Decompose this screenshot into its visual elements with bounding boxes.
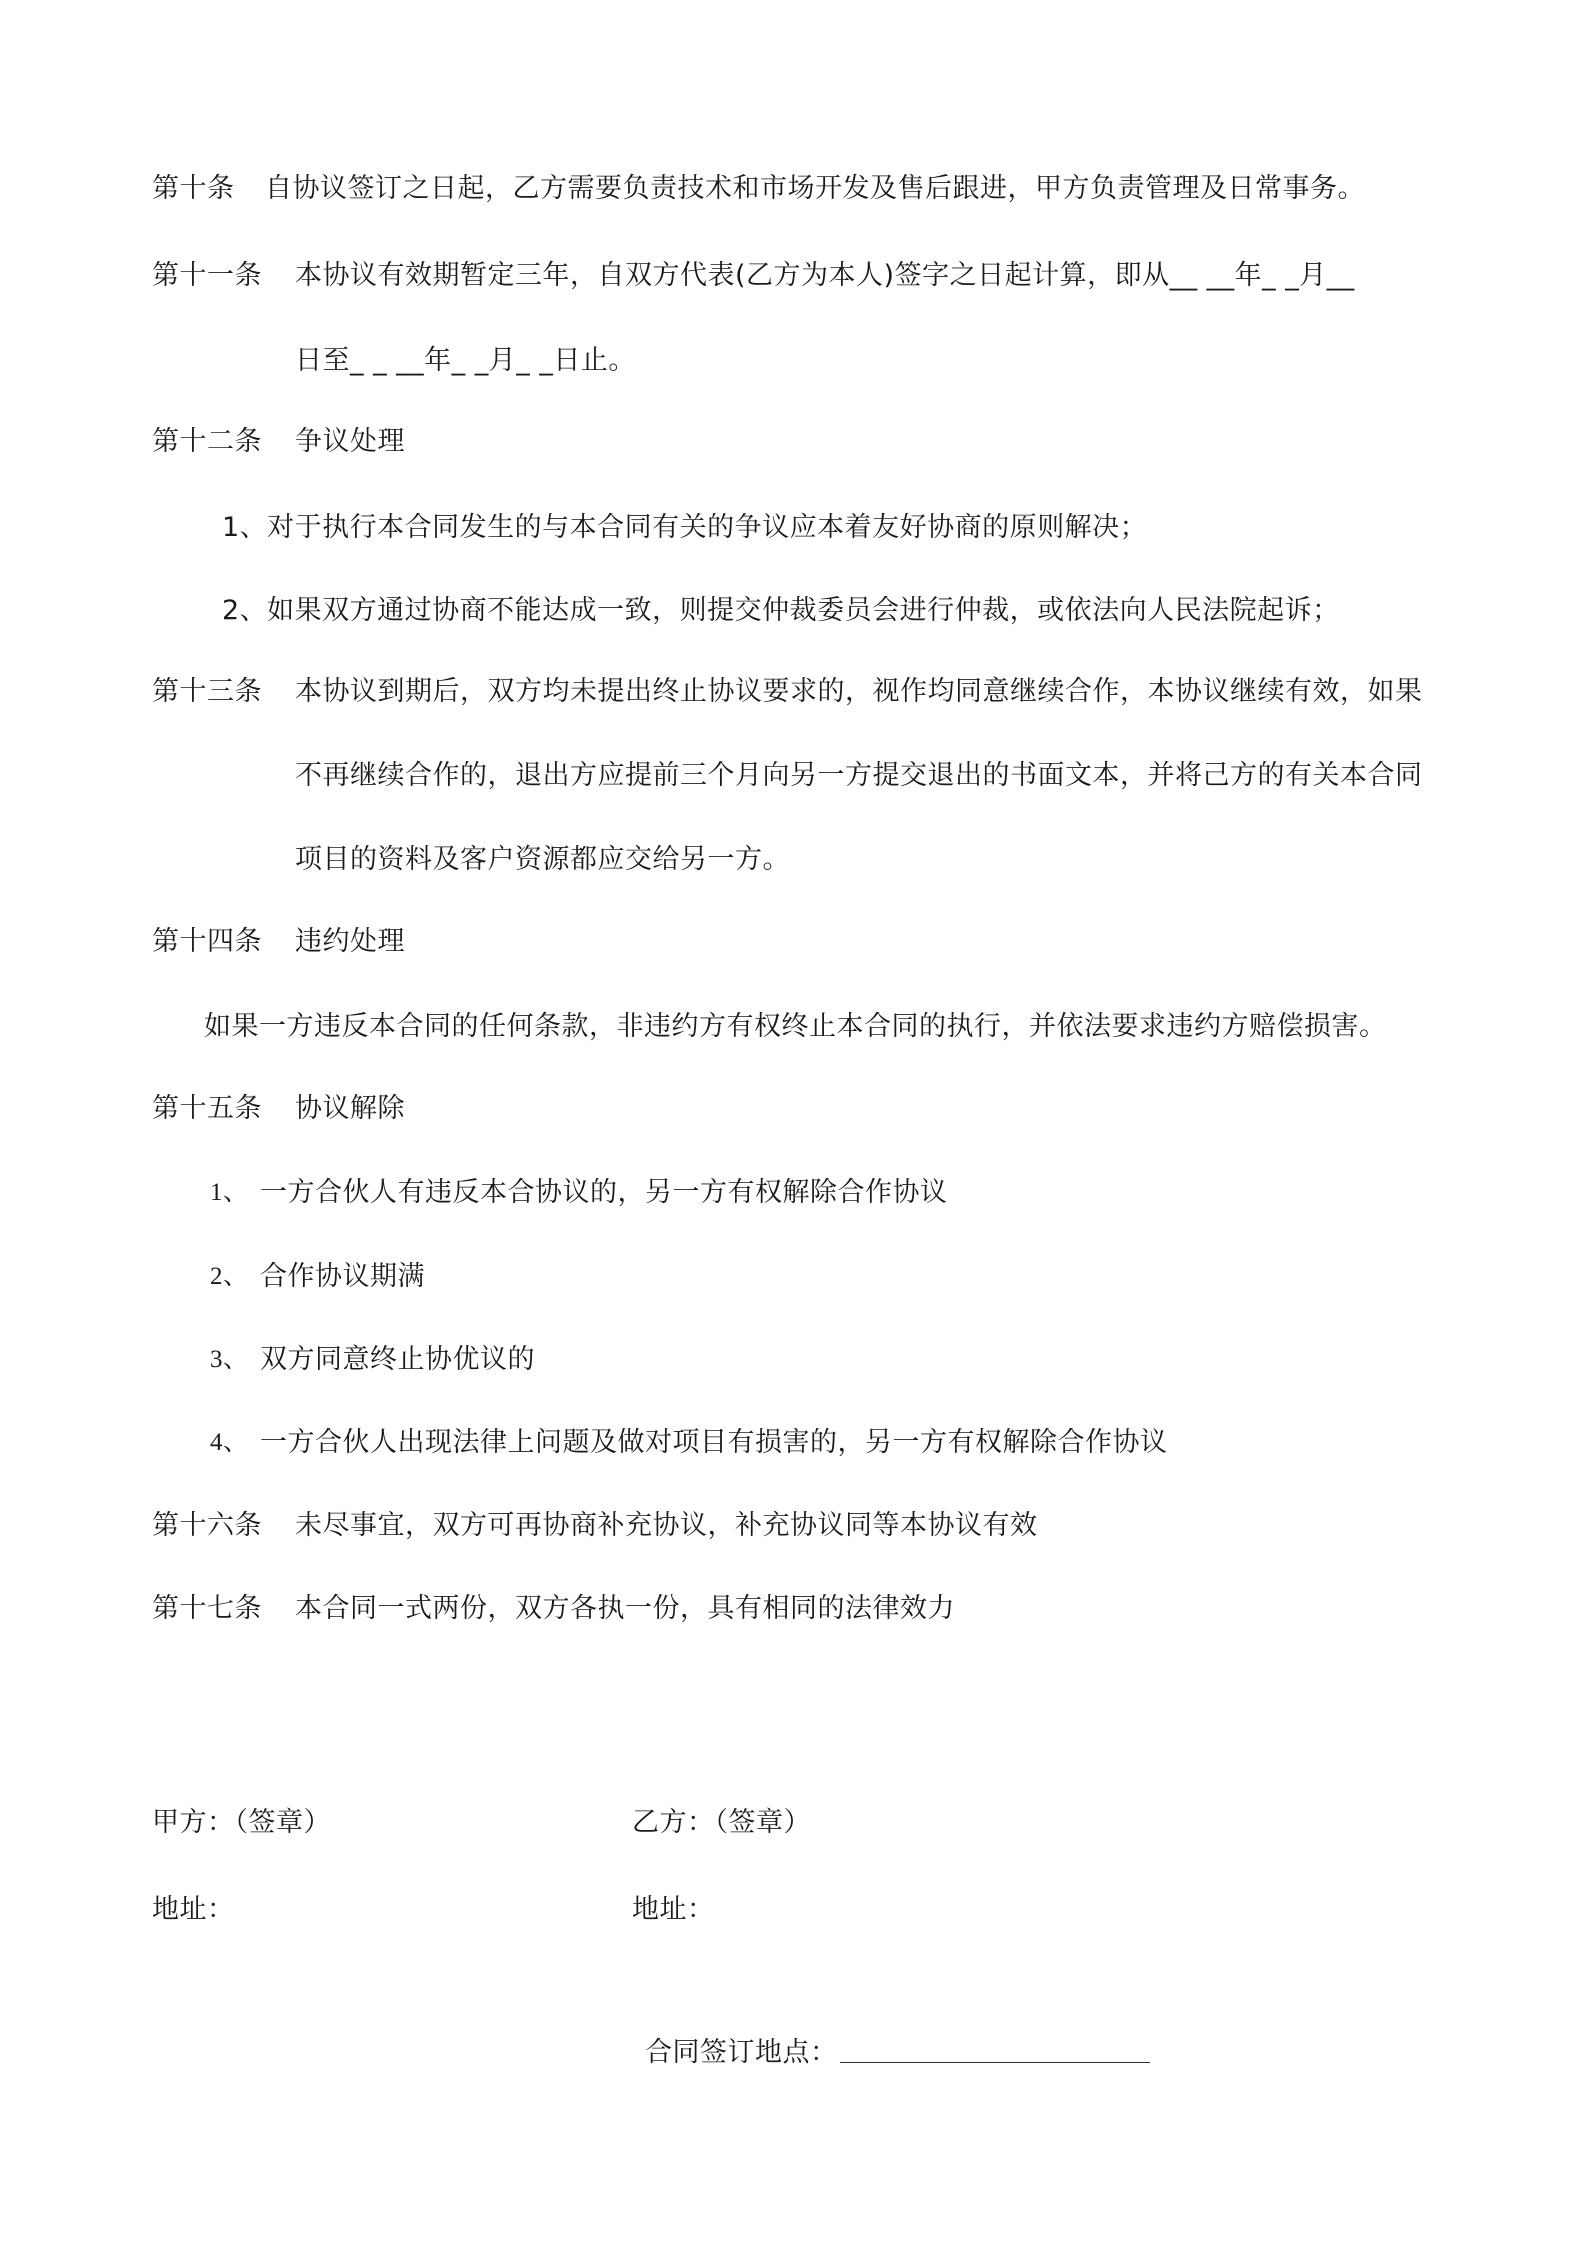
article-10-text: 自协议签订之日起，乙方需要负责技术和市场开发及售后跟进，甲方负责管理及日常事务。 [265,173,1365,204]
article-11-line-1: 本协议有效期暂定三年，自双方代表(乙方为本人)签字之日起计算，即从__ __年_ _月__ [295,260,1355,291]
article-13-line-2: 不再继续合作的，退出方应提前三个月向另一方提交退出的书面文本，并将己方的有关本合同 [295,760,1423,791]
article-15-item-3-num: 3、 [210,1346,249,1373]
article-12-title: 争议处理 [295,426,405,457]
article-12-label: 第十二条 [152,426,262,457]
signing-place-line [840,2062,1150,2063]
article-11-label: 第十一条 [152,260,262,291]
party-a-address: 地址： [152,1894,235,1925]
article-15-item-4-num: 4、 [210,1429,249,1456]
article-15-label: 第十五条 [152,1093,262,1124]
article-13-line-1: 本协议到期后，双方均未提出终止协议要求的，视作均同意继续合作，本协议继续有效，如果 [295,676,1423,707]
article-15-item-1-num: 1、 [210,1179,249,1206]
article-15-item-3-text: 双方同意终止协优议的 [260,1344,535,1375]
signing-place-label: 合同签订地点： [645,2037,838,2068]
article-16-text: 未尽事宜，双方可再协商补充协议，补充协议同等本协议有效 [295,1510,1038,1541]
article-17-text: 本合同一式两份，双方各执一份，具有相同的法律效力 [295,1593,955,1624]
article-10-label: 第十条 [152,173,235,204]
article-17-label: 第十七条 [152,1593,262,1624]
article-16-label: 第十六条 [152,1510,262,1541]
article-13-label: 第十三条 [152,676,262,707]
party-b-seal: 乙方：（签章） [632,1807,811,1838]
party-a-seal: 甲方：（签章） [152,1807,331,1838]
article-12-item-1: 1、对于执行本合同发生的与本合同有关的争议应本着友好协商的原则解决； [222,512,1148,543]
party-b-address: 地址： [632,1894,715,1925]
article-14-label: 第十四条 [152,926,262,957]
article-15-title: 协议解除 [295,1093,405,1124]
article-15-item-2-text: 合作协议期满 [260,1261,425,1292]
article-12-item-2: 2、如果双方通过协商不能达成一致，则提交仲裁委员会进行仲裁，或依法向人民法院起诉； [222,595,1340,626]
article-15-item-2-num: 2、 [210,1263,249,1290]
article-14-text: 如果一方违反本合同的任何条款，非违约方有权终止本合同的执行，并依法要求违约方赔偿损害。 [204,1011,1387,1042]
article-15-item-4-text: 一方合伙人出现法律上问题及做对项目有损害的，另一方有权解除合作协议 [260,1427,1168,1458]
article-13-line-3: 项目的资料及客户资源都应交给另一方。 [295,844,790,875]
article-14-title: 违约处理 [295,926,405,957]
article-11-line-2: 日至_ _ __年_ _月_ _日止。 [295,345,636,376]
article-15-item-1-text: 一方合伙人有违反本合协议的，另一方有权解除合作协议 [260,1177,948,1208]
